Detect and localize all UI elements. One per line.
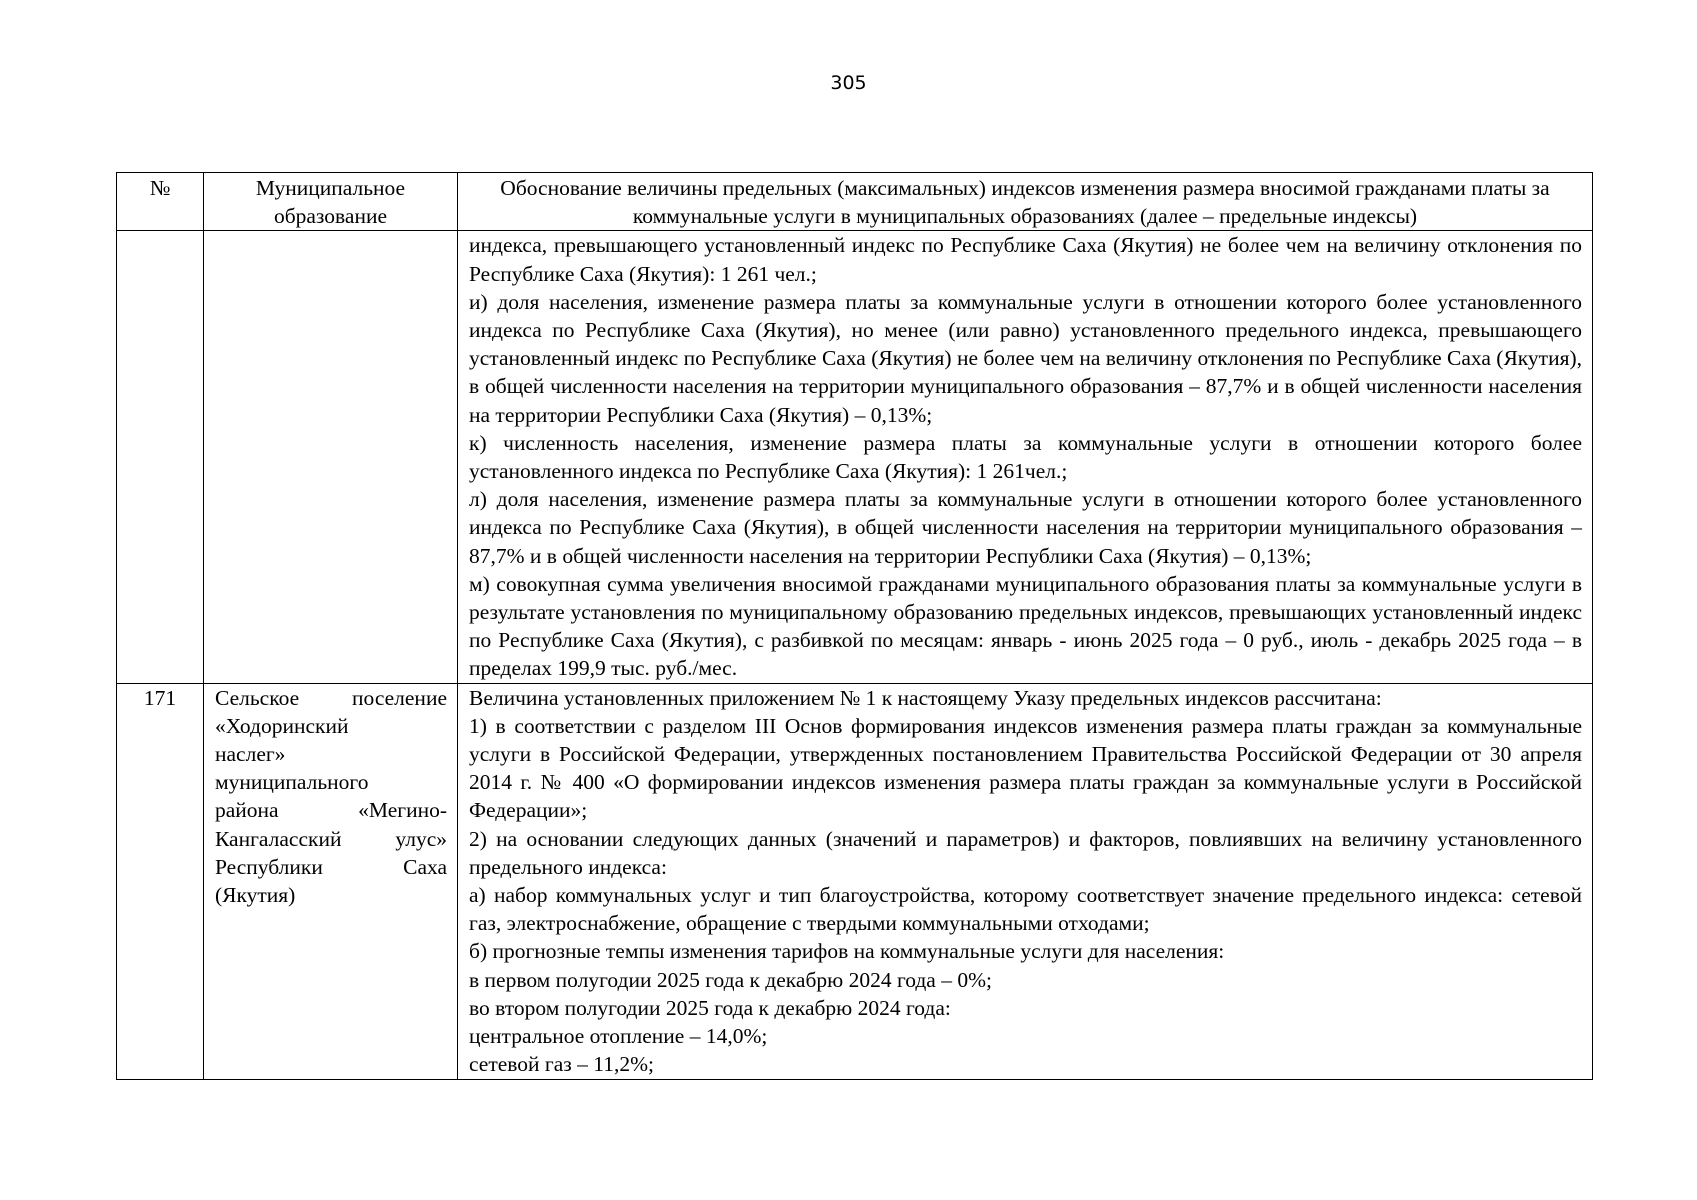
municipality-line: муниципального <box>215 770 369 795</box>
justification-paragraph: и) доля населения, изменение размера платы за коммунальные услуги в отношении которого более установленного индекса по Республике Саха (Якутия), но менее (или равно) установленного предельного индекса, превышающего установленный индекс по Республике Саха (Якутия) не более чем на величину отклонения по Республике Саха (Якутия), в общей численности населения на территории муниципального образования – 87,7% и в общей численности населения на территории Республики Саха (Якутия) – 0,13%; <box>469 289 1582 427</box>
municipality-line: района «Мегино- <box>215 798 447 823</box>
header-justification: Обоснование величины предельных (максимальных) индексов изменения размера вносимой гражданами платы за коммунальные услуги в муниципальных образованиях (далее – предельные индексы) <box>458 173 1593 231</box>
justification-paragraph: а) набор коммунальных услуг и тип благоустройства, которому соответствует значение предельного индекса: сетевой газ, электроснабжение, обращение с твердыми коммунальными отходами; <box>469 883 1582 936</box>
municipality-line: Сельское поселение <box>215 685 447 710</box>
table-row <box>117 231 1593 683</box>
header-number: № <box>117 173 204 231</box>
municipality-line: наслег» <box>215 742 286 767</box>
row-municipality <box>204 683 458 1079</box>
justification-table <box>116 172 1593 1080</box>
row-number <box>117 231 204 683</box>
municipality-line: «Ходоринский <box>215 713 349 738</box>
row-number: 171 <box>117 683 204 1079</box>
municipality-line: Республики Саха <box>215 854 447 879</box>
justification-paragraph: б) прогнозные темпы изменения тарифов на коммунальные услуги для населения: <box>469 939 1225 964</box>
justification-paragraph: м) совокупная сумма увеличения вносимой гражданами муниципального образования платы за коммунальные услуги в результате установления по муниципальному образованию предельных индексов, превышающих установленный индекс по Республике Саха (Якутия), с разбивкой по месяцам: январь - июнь 2025 года – 0 руб., июль - декабрь 2025 года – в пределах 199,9 тыс. руб./мес. <box>469 571 1582 681</box>
justification-paragraph: Величина установленных приложением № 1 к настоящему Указу предельных индексов рассчитана: <box>469 685 1382 710</box>
row-justification <box>458 683 1593 1079</box>
municipality-line: Кангаласский улус» <box>215 826 447 851</box>
municipality-line: (Якутия) <box>215 883 296 908</box>
justification-paragraph: 1) в соответствии с разделом III Основ формирования индексов изменения размера платы граждан за коммунальные услуги в Российской Федерации, утвержденных постановлением Правительства Российской Федерации от 30 апреля 2014 г. № 400 «О формировании индексов изменения размера платы граждан за коммунальные услуги в Российской Федерации»; <box>469 713 1582 823</box>
justification-paragraph: 2) на основании следующих данных (значений и параметров) и факторов, повлиявших на величину установленного предельного индекса: <box>469 826 1582 879</box>
justification-paragraph: центральное отопление – 14,0%; <box>469 1024 768 1049</box>
row-justification <box>458 231 1593 683</box>
row-municipality <box>204 231 458 683</box>
page-number: 305 <box>830 72 867 94</box>
table-header-row <box>117 173 1593 231</box>
table-row <box>117 683 1593 1079</box>
justification-paragraph: во втором полугодии 2025 года к декабрю 2024 года: <box>469 995 951 1020</box>
header-municipality: Муниципальное образование <box>204 173 458 231</box>
justification-paragraph: л) доля населения, изменение размера платы за коммунальные услуги в отношении которого более установленного индекса по Республике Саха (Якутия), в общей численности населения на территории муниципального образования – 87,7% и в общей численности населения на территории Республики Саха (Якутия) – 0,13%; <box>469 487 1582 568</box>
justification-paragraph: сетевой газ – 11,2%; <box>469 1052 654 1077</box>
justification-paragraph: в первом полугодии 2025 года к декабрю 2024 года – 0%; <box>469 967 992 992</box>
justification-paragraph: к) численность населения, изменение размера платы за коммунальные услуги в отношении которого более установленного индекса по Республике Саха (Якутия): 1 261чел.; <box>469 430 1582 484</box>
justification-paragraph: индекса, превышающего установленный индекс по Республике Саха (Якутия) не более чем на величину отклонения по Республике Саха (Якутия): 1 261 чел.; <box>469 233 1582 286</box>
